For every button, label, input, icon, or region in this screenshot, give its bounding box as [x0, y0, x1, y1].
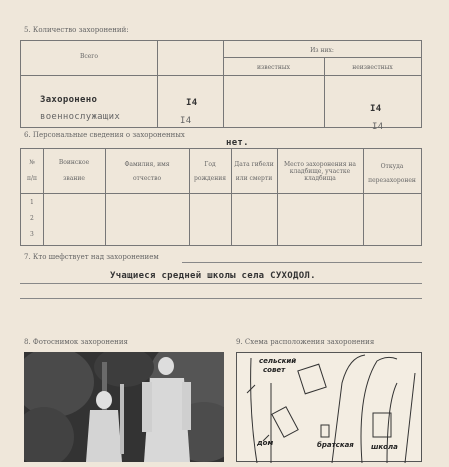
- col-from-header: Откуда: [380, 163, 404, 170]
- label-mass-grave: братская: [317, 441, 354, 449]
- row-buried-label: Захоронено: [40, 95, 98, 105]
- col-including-header: Из них:: [310, 47, 334, 54]
- section6-title: 6. Персональные сведения о захороненных: [24, 131, 185, 139]
- row-number-3: 3: [30, 231, 34, 238]
- label-village-council: сельский: [259, 357, 297, 365]
- col-year-sub: рождения: [193, 175, 226, 182]
- col-place-header: Место захоронения на кладбище, участке кладбища: [283, 161, 356, 182]
- patron-value: Учащиеся средней школы села СУХОДОЛ.: [110, 271, 316, 281]
- col-total-header: Всего: [79, 53, 99, 60]
- col-date-header: Дата гибели: [234, 161, 274, 168]
- col-known-header: известных: [256, 64, 291, 71]
- col-num-sub: п/п: [26, 175, 38, 182]
- section8-title: 8. Фотоснимок захоронения: [24, 338, 128, 346]
- personal-info-table: [20, 148, 422, 246]
- section7-title: 7. Кто шефствует над захоронением: [24, 253, 159, 261]
- row-servicemen-label: военнослужащих: [40, 112, 121, 122]
- total-value-2: I4: [180, 116, 192, 126]
- section5-title: 5. Количество захоронений:: [24, 26, 129, 34]
- section9-title: 9. Схема расположения захоронения: [236, 338, 375, 346]
- col-year-header: Год: [204, 161, 216, 168]
- col-rank-sub: звание: [63, 175, 85, 182]
- col-from-sub: перезахоронен: [368, 177, 416, 184]
- label-school: школа: [371, 443, 398, 451]
- burial-photo: [24, 352, 224, 462]
- burial-location-schema: [236, 352, 422, 462]
- monument-photo-image: [24, 352, 224, 462]
- col-date-sub: или смерти: [235, 175, 273, 182]
- col-name-header: Фамилия, имя: [124, 161, 170, 168]
- total-value-1: I4: [186, 98, 198, 108]
- col-name-sub: отчество: [132, 175, 162, 182]
- label-village-council-2: совет: [263, 366, 286, 374]
- row-number-2: 2: [30, 215, 34, 222]
- label-house: дом: [257, 439, 274, 447]
- row-number-1: 1: [30, 199, 34, 206]
- col-rank-header: Воинское: [58, 159, 90, 166]
- unknown-value-1: I4: [370, 104, 382, 114]
- col-unknown-header: неизвестных: [352, 64, 393, 71]
- no-personal-data-stamp: нет.: [226, 138, 249, 148]
- col-num-header: №: [29, 159, 35, 166]
- unknown-value-2: I4: [372, 122, 384, 132]
